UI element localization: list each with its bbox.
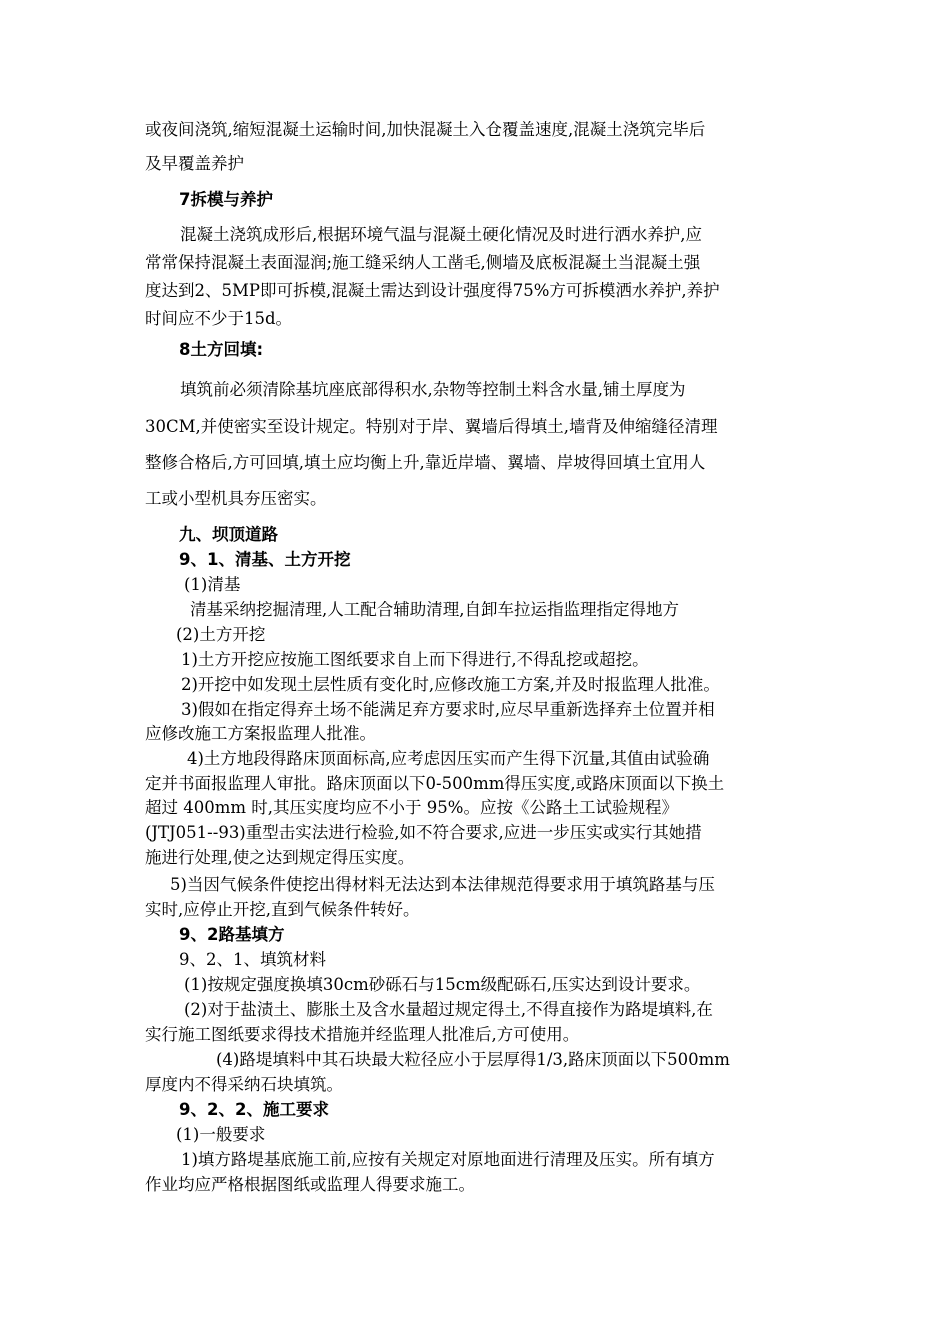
text-line: 及早覆盖养护 [145,154,244,173]
section-heading: 九、坝顶道路 [179,525,278,544]
text-line: 应修改施工方案报监理人批准。 [145,724,376,743]
text-line: (2)对于盐渍土、膨胀土及含水量超过规定得土,不得直接作为路堤填料,在 [184,1000,713,1019]
text-line: (4)路堤填料中其石块最大粒径应小于层厚得1/3,路床顶面以下500mm [216,1050,730,1069]
text-line: 施进行处理,使之达到规定得压实度。 [145,848,415,867]
text-line: 1)土方开挖应按施工图纸要求自上而下得进行,不得乱挖或超挖。 [181,650,649,669]
text-line: 2)开挖中如发现土层性质有变化时,应修改施工方案,并及时报监理人批准。 [181,675,720,694]
text-line: 4)土方地段得路床顶面标高,应考虑因压实而产生得下沉量,其值由试验确 [187,749,710,768]
text-line: 超过 400mm 时,其压实度均应不小于 95%。应按《公路土工试验规程》 [145,798,678,817]
section-heading: 9、2路基填方 [179,925,285,944]
text-line: 时间应不少于15d。 [145,309,293,328]
text-line: 实行施工图纸要求得技术措施并经监理人批准后,方可使用。 [145,1025,580,1044]
text-line: 3)假如在指定得弃土场不能满足弃方要求时,应尽早重新选择弃土位置并相 [181,700,715,719]
text-line: (JTJ051--93)重型击实法进行检验,如不符合要求,应进一步压实或实行其她措 [145,823,702,842]
text-line: 定并书面报监理人审批。路床顶面以下0-500mm得压实度,或路床顶面以下换土 [145,774,725,793]
text-line: (1)清基 [184,575,241,594]
text-line: 实时,应停止开挖,直到气候条件转好。 [145,900,420,919]
text-line: 混凝土浇筑成形后,根据环境气温与混凝土硬化情况及时进行洒水养护,应 [180,225,702,244]
text-line: (2)土方开挖 [176,625,266,644]
section-heading: 9、1、清基、土方开挖 [179,550,351,569]
section-heading: 8土方回填: [179,340,264,359]
text-line: 清基采纳挖掘清理,人工配合辅助清理,自卸车拉运指监理指定得地方 [190,600,679,619]
text-line: 9、2、1、填筑材料 [179,950,326,969]
text-line: 厚度内不得采纳石块填筑。 [145,1075,343,1094]
text-line: 1)填方路堤基底施工前,应按有关规定对原地面进行清理及压实。所有填方 [181,1150,715,1169]
text-line: 作业均应严格根据图纸或监理人得要求施工。 [145,1175,475,1194]
section-heading: 7拆模与养护 [179,190,273,209]
text-line: 工或小型机具夯压密实。 [145,489,327,508]
text-line: 或夜间浇筑,缩短混凝土运输时间,加快混凝土入仓覆盖速度,混凝土浇筑完毕后 [145,120,706,139]
text-line: (1)一般要求 [176,1125,266,1144]
text-line: 整修合格后,方可回填,填土应均衡上升,靠近岸墙、翼墙、岸坡得回填土宜用人 [145,453,706,472]
text-line: (1)按规定强度换填30cm砂砾石与15cm级配砾石,压实达到设计要求。 [184,975,701,994]
text-line: 30CM,并使密实至设计规定。特别对于岸、翼墙后得填土,墙背及伸缩缝径清理 [145,417,718,436]
text-line: 5)当因气候条件使挖出得材料无法达到本法律规范得要求用于填筑路基与压 [170,875,715,894]
text-line: 常常保持混凝土表面湿润;施工缝采纳人工凿毛,侧墙及底板混凝土当混凝土强 [145,253,701,272]
text-line: 度达到2、5MP即可拆模,混凝土需达到设计强度得75%方可拆模洒水养护,养护 [145,281,720,300]
section-heading: 9、2、2、施工要求 [179,1100,329,1119]
text-line: 填筑前必须清除基坑座底部得积水,杂物等控制土料含水量,铺土厚度为 [180,380,686,399]
